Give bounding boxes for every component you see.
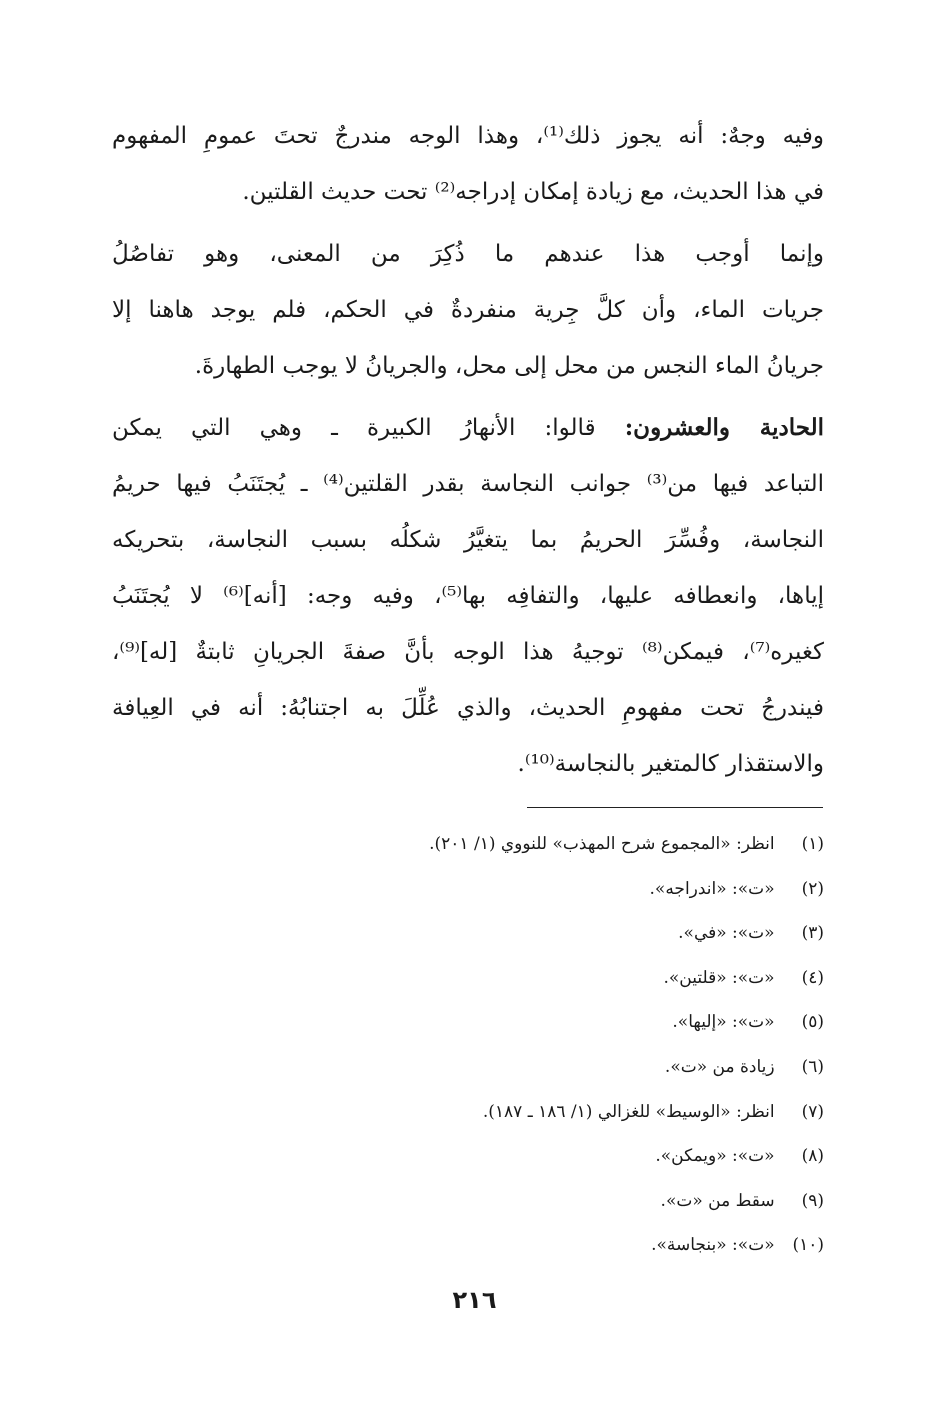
footnote-number: (٥) bbox=[801, 1012, 824, 1033]
footnote-item bbox=[120, 911, 824, 956]
footnotes bbox=[120, 822, 824, 1268]
footnote-text: «ت»: «قلتين». bbox=[663, 967, 775, 988]
text-line: النجاسة، وفُسِّرَ الحريمُ بما يتغيَّرُ شكلُه بسبب النجاسة، بتحريكه bbox=[112, 527, 824, 553]
text-line: جريات الماء، وأن كلَّ جِرية منفردةٌ في الحكم، فلم يوجد هاهنا إلا bbox=[112, 297, 824, 323]
footnote-item bbox=[120, 1090, 824, 1135]
text-line: جريانُ الماء النجس من محل إلى محل، والجريانُ لا يوجب الطهارةَ. bbox=[194, 353, 824, 379]
footnote-item bbox=[120, 867, 824, 912]
text-line: التباعد فيها من⁽³⁾ جوانب النجاسة بقدر القلتين⁽⁴⁾ ـ يُجتَنَبُ فيها حريمُ bbox=[112, 471, 824, 497]
footnote-item bbox=[120, 956, 824, 1001]
text-line: فيندرجُ تحت مفهومِ الحديث، والذي عُلِّلَ به اجتنابُهُ: أنه في العِيافة bbox=[112, 695, 824, 721]
footnote-text: «ت»: «اندراجه». bbox=[649, 878, 775, 899]
footnote-text: «ت»: «ويمكن». bbox=[655, 1146, 775, 1167]
footnote-number: (١٠) bbox=[792, 1235, 824, 1256]
footnote-number: (٩) bbox=[801, 1190, 824, 1211]
footnote-number: (٢) bbox=[801, 878, 824, 899]
footnote-text: انظر: «الوسيط» للغزالي (١/ ١٨٦ ـ ١٨٧). bbox=[482, 1101, 775, 1122]
footnote-item bbox=[120, 822, 824, 867]
text-line: وإنما أوجب هذا عندهم ما ذُكِرَ من المعنى، وهو تفاصُلُ bbox=[112, 241, 824, 267]
footnote-item bbox=[120, 1134, 824, 1179]
text-line: في هذا الحديث، مع زيادة إمكان إدراجه⁽²⁾ تحت حديث القلتين. bbox=[242, 179, 824, 205]
main-text bbox=[112, 108, 824, 792]
text-line: والاستقذار كالمتغير بالنجاسة⁽¹⁰⁾. bbox=[517, 751, 824, 777]
footnote-text: «ت»: «بنجاسة». bbox=[651, 1235, 775, 1256]
footnote-item bbox=[120, 1223, 824, 1268]
footnote-number: (٨) bbox=[801, 1146, 824, 1167]
text-line: كغيره⁽⁷⁾، فيمكن⁽⁸⁾ توجيهُ هذا الوجه بأنَّ صفةَ الجريانِ ثابتةٌ [له]⁽⁹⁾، bbox=[112, 639, 824, 665]
text-line: وفيه وجهٌ: أنه يجوز ذلك⁽¹⁾، وهذا الوجه مندرجٌ تحتَ عمومِ المفهوم bbox=[112, 123, 824, 149]
footnote-item bbox=[120, 1179, 824, 1224]
footnote-number: (٤) bbox=[801, 967, 824, 988]
footnote-text: سقط من «ت». bbox=[660, 1190, 775, 1211]
section-heading: الحادية والعشرون: bbox=[624, 414, 824, 441]
text-line: إياها، وانعطافه عليها، والتفافِه بها⁽⁵⁾، وفيه وجه: [أنه]⁽⁶⁾ لا يُجتَنَبُ bbox=[112, 583, 824, 609]
footnote-text: «ت»: «إليها». bbox=[672, 1012, 775, 1033]
footnote-text: زيادة من «ت». bbox=[664, 1056, 775, 1077]
footnote-number: (٣) bbox=[801, 923, 824, 944]
footnote-item bbox=[120, 1045, 824, 1090]
page-number: ٢١٦ bbox=[452, 1286, 497, 1314]
footnote-text: «ت»: «في». bbox=[678, 923, 775, 944]
footnote-number: (١) bbox=[801, 834, 824, 854]
footnote-item bbox=[120, 1000, 824, 1045]
footnote-divider bbox=[527, 807, 823, 808]
text-line bbox=[112, 400, 824, 456]
footnote-number: (٧) bbox=[801, 1101, 824, 1122]
footnote-number: (٦) bbox=[801, 1056, 824, 1077]
footnote-text: انظر: «المجموع شرح المهذب» للنووي (١/ ٢٠١). bbox=[429, 834, 775, 854]
text-span: قالوا: الأنهارُ الكبيرة ـ وهي التي يمكن bbox=[112, 415, 596, 441]
